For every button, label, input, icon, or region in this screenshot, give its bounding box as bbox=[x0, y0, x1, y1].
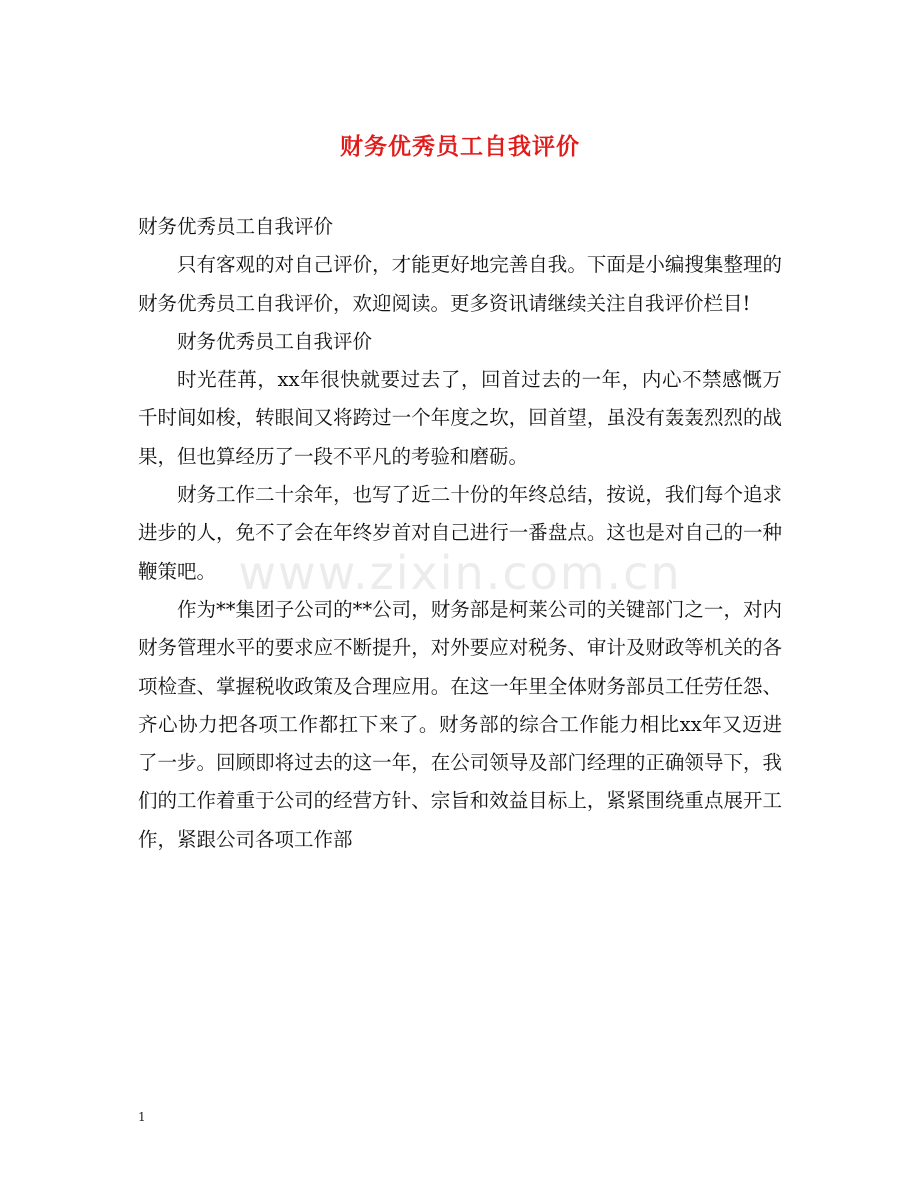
page-number: 1 bbox=[138, 1110, 146, 1124]
document-subtitle: 财务优秀员工自我评价 bbox=[138, 215, 334, 238]
document-title: 财务优秀员工自我评价 bbox=[340, 133, 580, 160]
document-body bbox=[138, 208, 782, 859]
paragraph-intro: 只有客观的对自己评价，才能更好地完善自我。下面是小编搜集整理的财务优秀员工自我评价，欢迎阅读。更多资讯请继续关注自我评价栏目! bbox=[138, 253, 782, 315]
paragraph-2: 财务工作二十余年，也写了近二十份的年终总结，按说，我们每个追求进步的人，免不了会在年终岁首对自己进行一番盘点。这也是对自己的一种鞭策吧。 bbox=[138, 483, 782, 583]
paragraph-heading: 财务优秀员工自我评价 bbox=[177, 329, 373, 353]
paragraph-1: 时光荏苒，xx年很快就要过去了，回首过去的一年，内心不禁感慨万千时间如梭，转眼间又将跨过一个年度之坎，回首望，虽没有轰轰烈烈的战果，但也算经历了一段不平凡的考验和磨砺。 bbox=[138, 368, 782, 468]
watermark: www.zixin.com.cn bbox=[238, 546, 682, 600]
paragraph-3: 作为**集团子公司的**公司，财务部是柯莱公司的关键部门之一，对内财务管理水平的要求应不断提升，对外要应对税务、审计及财政等机关的各项检查、掌握税收政策及合理应用。在这一年里全体财务部员工任劳任怨、齐心协力把各项工作都扛下来了。财务部的综合工作能力相比xx年又迈进了一步。回顾即将过去的这一年，在公司领导及部门经理的正确领导下，我们的工作着重于公司的经营方针、宗旨和效益目标上，紧紧围绕重点展开工作，紧跟公司各项工作部 bbox=[138, 597, 782, 851]
